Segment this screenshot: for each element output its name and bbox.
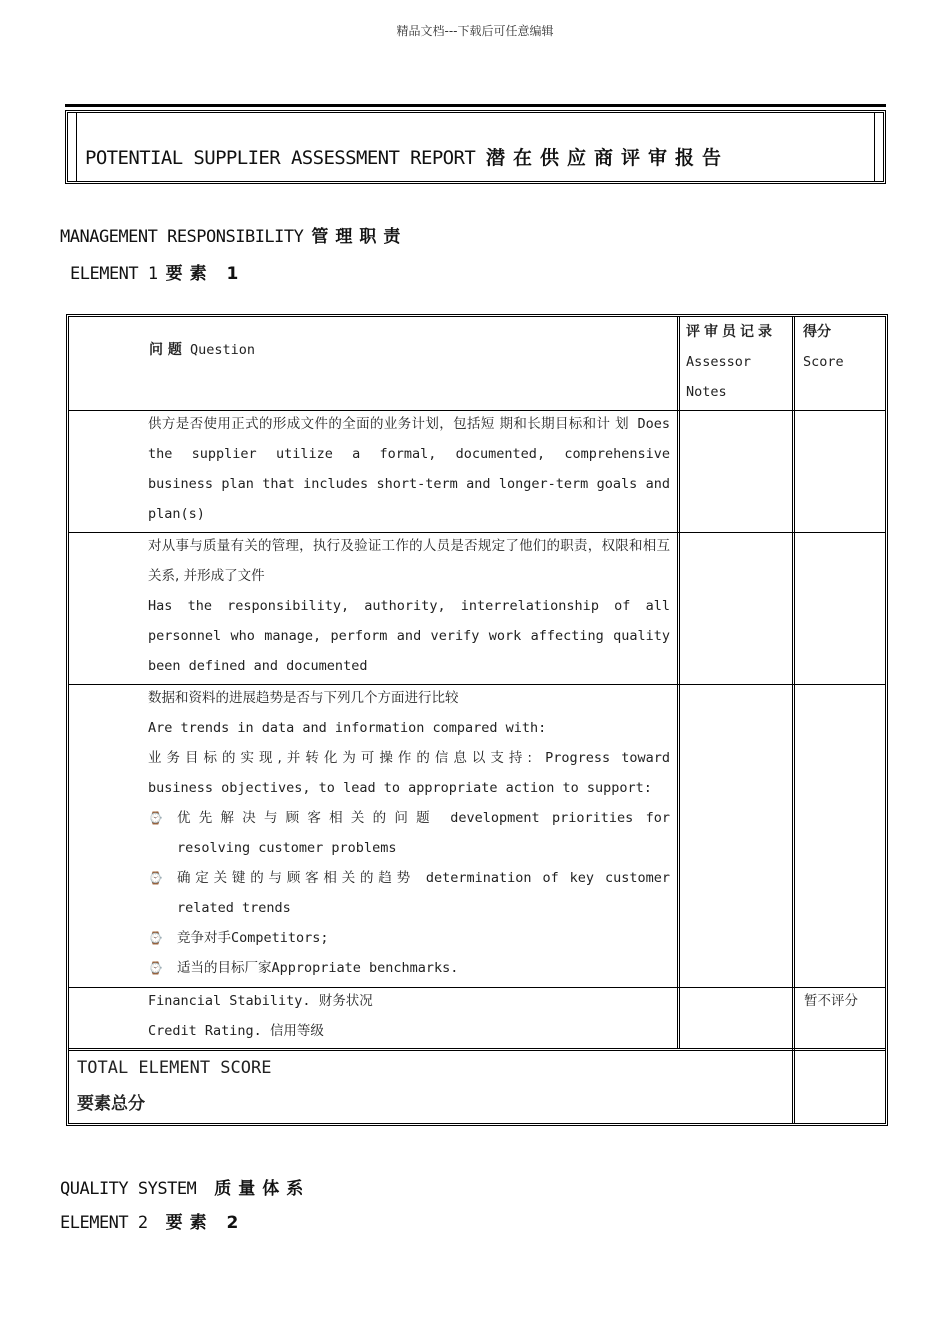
bullet-3-cn: 竞争对手 <box>177 930 231 946</box>
bullet-1-cn: 优先解决与顾客相关的问题 <box>177 810 438 826</box>
header-question-cn: 问 题 <box>149 342 182 358</box>
col-divider-score <box>792 317 795 1123</box>
col-divider-notes <box>677 317 680 1048</box>
report-title-inner <box>76 113 875 181</box>
report-title-box <box>65 110 886 184</box>
bullet-3-en: Competitors; <box>231 930 329 946</box>
report-title-en: POTENTIAL SUPPLIER ASSESSMENT REPORT <box>85 147 476 169</box>
clock-icon: ⌚ <box>148 871 163 885</box>
header-score-en: Score <box>803 354 844 370</box>
clock-icon: ⌚ <box>148 811 163 825</box>
header-notes-cn: 评审员记录 <box>686 324 776 340</box>
title-top-rule <box>65 104 886 107</box>
header-score <box>803 317 883 377</box>
report-title <box>85 143 729 170</box>
header-notes <box>686 317 790 407</box>
section1-element <box>70 259 245 284</box>
report-title-cn: 潜在供应商评审报告 <box>486 147 730 169</box>
question-3-en: Are trends in data and information compared with: <box>148 720 547 736</box>
question-3-sub-cn: 业务目标的实现,并转化为可操作的信息以支持: <box>148 750 534 766</box>
clock-icon: ⌚ <box>148 961 163 975</box>
question-row-4 <box>148 986 670 1046</box>
assessment-table <box>66 314 888 1126</box>
section2-element-cn: 要素 2 <box>165 1213 246 1233</box>
question-1-cn: 供方是否使用正式的形成文件的全面的业务计划，包括短 期和长期目标和计 划 <box>148 416 629 432</box>
section2-heading <box>60 1174 310 1199</box>
section2-element-en: ELEMENT 2 <box>60 1213 148 1233</box>
total-label-en: TOTAL ELEMENT SCORE <box>77 1058 272 1078</box>
section1-heading <box>60 222 407 247</box>
list-item <box>148 863 670 923</box>
question-row-1 <box>148 409 670 529</box>
score-not-rated: 暂不评分 <box>804 993 858 1009</box>
section1-element-cn: 要素 1 <box>165 264 246 284</box>
bullet-1-en: development priorities for resolving customer problems <box>177 810 670 856</box>
question-2-cn: 对从事与质量有关的管理，执行及验证工作的人员是否规定了他们的职责，权限和相互关系, 并形成了文件 <box>148 538 670 584</box>
total-element-score <box>77 1050 271 1122</box>
bullet-2-en: determination of key customer related trends <box>177 870 671 916</box>
question-4-line2-en: Credit Rating. <box>148 1023 262 1039</box>
question-2-en: Has the responsibility, authority, interrelationship of all personnel who manage, perform and verify work affecting quality been defined and documented <box>148 598 670 674</box>
header-notes-en-1: Assessor <box>686 354 752 370</box>
watermark-text: 精品文档---下载后可任意编辑 <box>396 24 554 38</box>
total-label-cn: 要素总分 <box>77 1094 145 1114</box>
header-notes-en-2: Notes <box>686 384 727 400</box>
section1-title-cn: 管理职责 <box>311 227 408 247</box>
bullet-4-en: Appropriate benchmarks. <box>271 960 459 976</box>
section1-title-en: MANAGEMENT RESPONSIBILITY <box>60 227 304 247</box>
section1-element-en: ELEMENT 1 <box>70 264 158 284</box>
question-1-en: Does the supplier utilize a formal, documented, comprehensive business plan that includes short-term and longer-term goals and plan(s) <box>148 416 670 522</box>
header-question-en: Question <box>190 342 256 358</box>
score-row-4 <box>804 986 858 1016</box>
section2-element <box>60 1208 245 1233</box>
question-row-2 <box>148 531 670 681</box>
question-4-line1-cn: 财务状况 <box>318 993 373 1009</box>
question-3-sub-en: Progress toward business objectives, to lead to appropriate action to support: <box>148 750 670 796</box>
clock-icon: ⌚ <box>148 931 163 945</box>
list-item <box>148 953 670 983</box>
header-question <box>149 335 255 365</box>
question-3-cn: 数据和资料的进展趋势是否与下列几个方面进行比较 <box>148 690 459 706</box>
question-4-line2-cn: 信用等级 <box>269 1023 324 1039</box>
bullet-2-cn: 确定关键的与顾客相关的趋势 <box>177 870 415 886</box>
bullet-4-cn: 适当的目标厂家 <box>177 960 272 976</box>
section2-title-en: QUALITY SYSTEM <box>60 1179 197 1199</box>
list-item <box>148 923 670 953</box>
list-item <box>148 803 670 863</box>
section2-title-cn: 质量体系 <box>214 1179 311 1199</box>
header-score-cn: 得分 <box>803 324 831 340</box>
question-4-line1-en: Financial Stability. <box>148 993 311 1009</box>
question-row-3 <box>148 683 670 983</box>
